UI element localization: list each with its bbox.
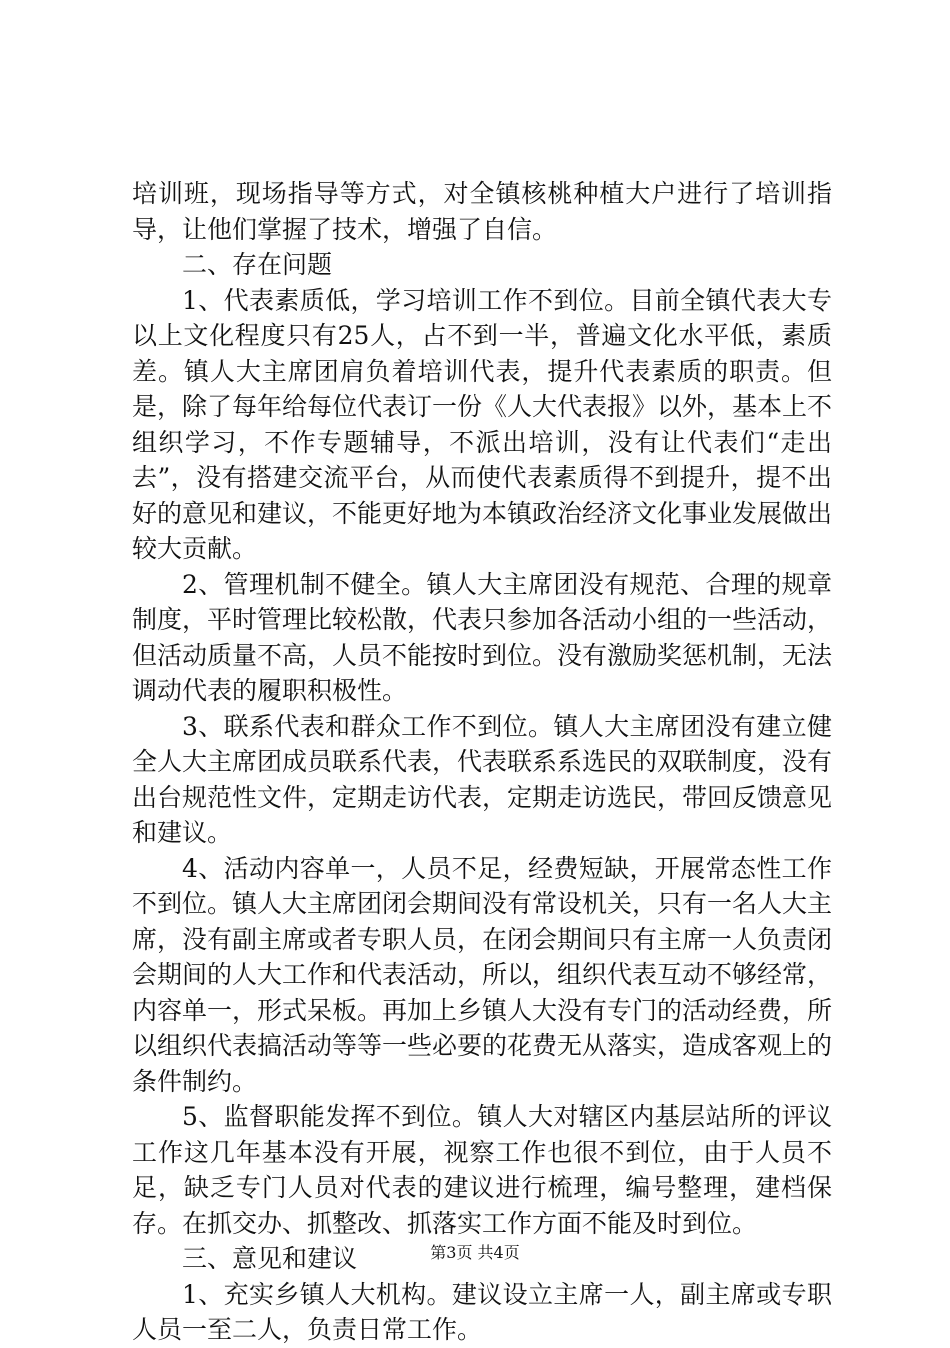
paragraph-continuation: 培训班，现场指导等方式，对全镇核桃种植大户进行了培训指导，让他们掌握了技术，增强了自信。	[132, 179, 832, 244]
paragraph-problem-2: 2、管理机制不健全。镇人大主席团没有规范、合理的规章制度，平时管理比较松散，代表只参加各活动小组的一些活动，但活动质量不高，人员不能按时到位。没有激励奖惩机制，无法调动代表的履职积极性。	[132, 569, 833, 705]
paragraph-problem-4: 4、活动内容单一，人员不足，经费短缺，开展常态性工作不到位。镇人大主席团闭会期间没有常设机关，只有一名人大主席，没有副主席或者专职人员，在闭会期间只有主席一人负责闭会期间的人大工作和代表活动，所以，组织代表互动不够经常，内容单一，形式呆板。再加上乡镇人大没有专门的活动经费，所以组织代表搞活动等等一些必要的花费无从落实，造成客观上的条件制约。	[132, 853, 833, 1096]
paragraph-suggestion-1: 1、充实乡镇人大机构。建议设立主席一人，副主席或专职人员一至二人，负责日常工作。	[132, 1279, 832, 1344]
document-body	[132, 176, 832, 1348]
paragraph-problem-5: 5、监督职能发挥不到位。镇人大对辖区内基层站所的评议工作这几年基本没有开展，视察工作也很不到位，由于人员不足，缺乏专门人员对代表的建议进行梳理，编号整理，建档保存。在抓交办、抓整改、抓落实工作方面不能及时到位。	[132, 1102, 832, 1238]
page-number-footer: 第3页 共4页	[430, 1243, 520, 1262]
paragraph-problem-3: 3、联系代表和群众工作不到位。镇人大主席团没有建立健全人大主席团成员联系代表，代表联系系选民的双联制度，没有出台规范性文件，定期走访代表，定期走访选民，带回反馈意见和建议。	[132, 711, 833, 847]
section-heading-problems: 二、存在问题	[182, 250, 333, 279]
paragraph-problem-1: 1、代表素质低，学习培训工作不到位。目前全镇代表大专以上文化程度只有25人，占不到一半，普遍文化水平低，素质差。镇人大主席团肩负着培训代表，提升代表素质的职责。但是，除了每年给每位代表订一份《人大代表报》以外，基本上不组织学习，不作专题辅导，不派出培训，没有让代表们“走出去”，没有搭建交流平台，从而使代表素质得不到提升，提不出好的意见和建议，不能更好地为本镇政治经济文化事业发展做出较大贡献。	[132, 285, 833, 563]
section-heading-suggestions: 三、意见和建议	[182, 1244, 358, 1273]
